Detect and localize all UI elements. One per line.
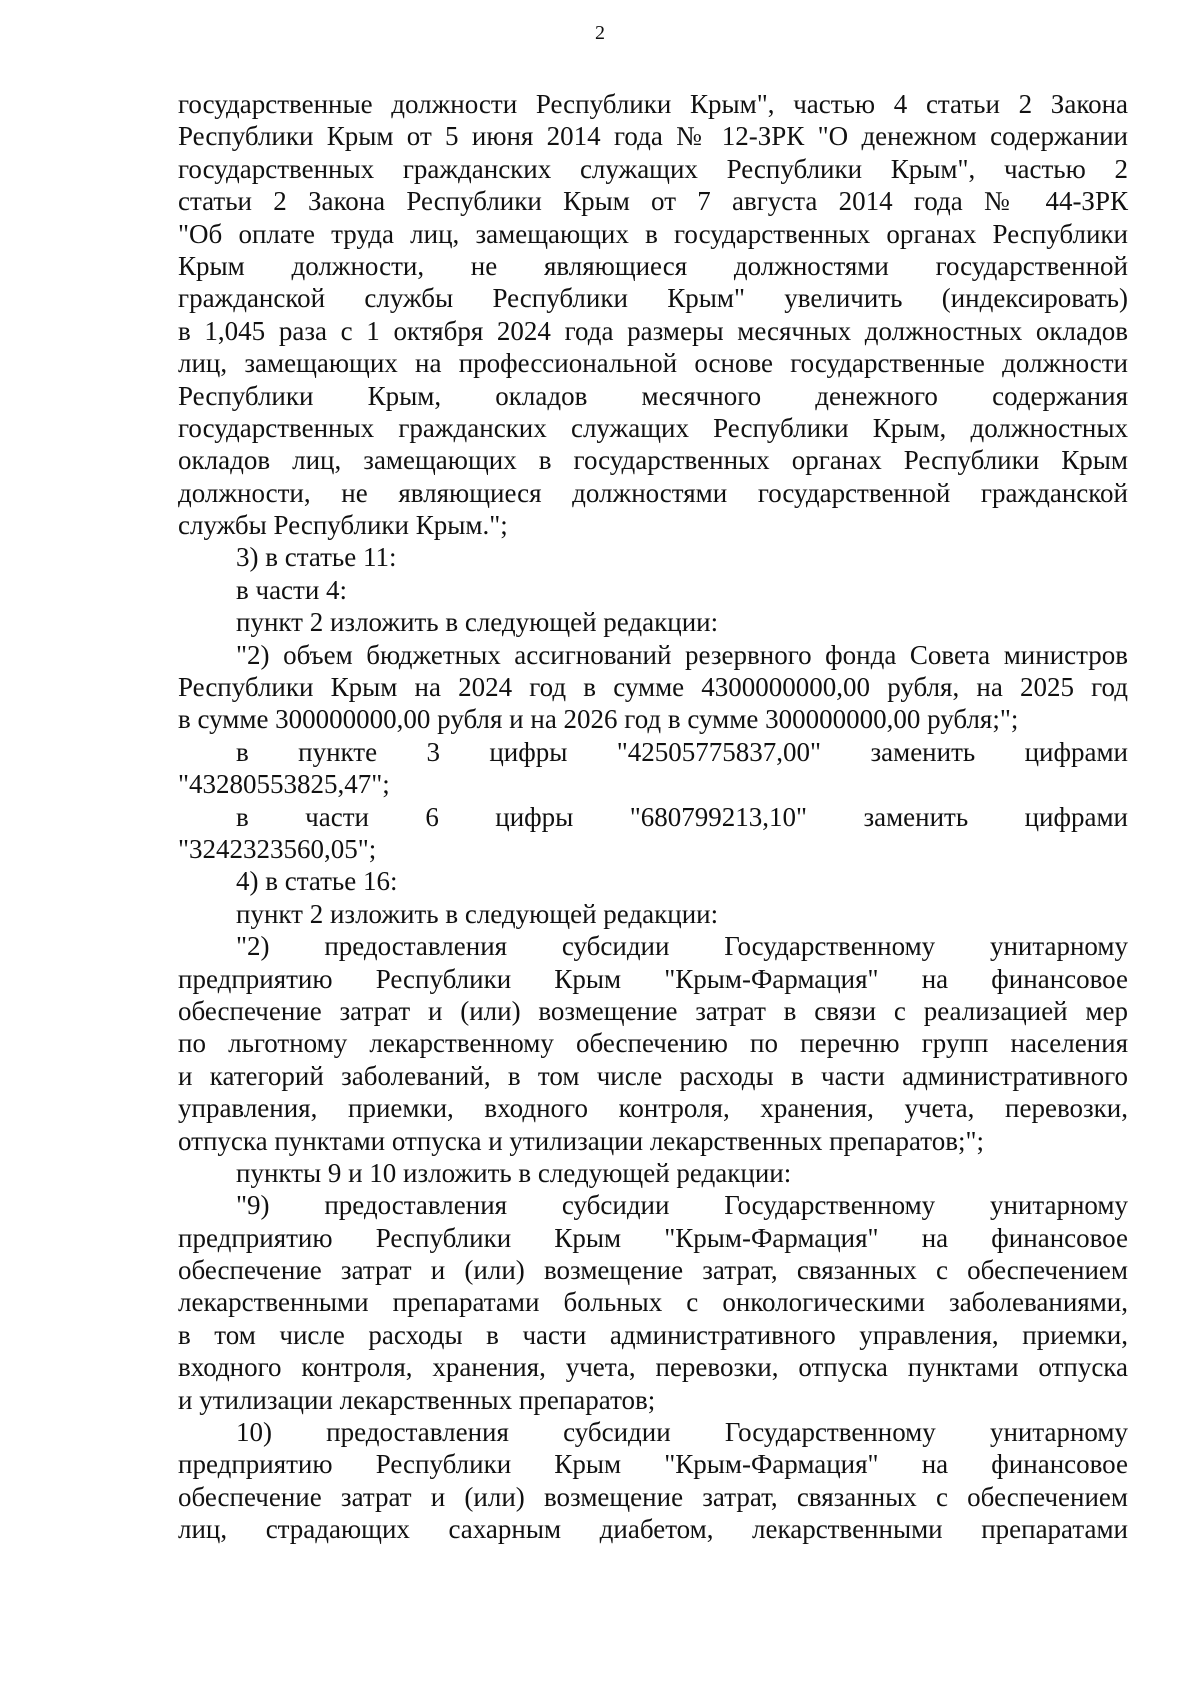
- text-line: в том числе расходы в части административного управления, приемки,: [178, 1319, 1128, 1350]
- text-line: в части 4:: [236, 574, 348, 605]
- text-line: и категорий заболеваний, в том числе расходы в части административного: [178, 1060, 1128, 1091]
- text-line: "9) предоставления субсидии Государственному унитарному: [236, 1190, 1128, 1221]
- text-line: государственных гражданских служащих Республики Крым, должностных: [178, 412, 1128, 443]
- text-line: Крым должности, не являющиеся должностями государственной: [178, 250, 1128, 281]
- paragraph-article-11: [178, 541, 1128, 865]
- text-line: по льготному лекарственному обеспечению по перечню групп населения: [178, 1028, 1128, 1059]
- text-line: "2) предоставления субсидии Государственному унитарному: [236, 931, 1128, 962]
- text-line: службы Республики Крым.";: [178, 510, 508, 541]
- text-line: входного контроля, хранения, учета, перевозки, отпуска пунктами отпуска: [178, 1352, 1128, 1383]
- text-line: должности, не являющиеся должностями государственной гражданской: [178, 477, 1128, 508]
- text-line: государственных гражданских служащих Республики Крым", частью 2: [178, 153, 1128, 184]
- paragraph-article-16: [178, 865, 1128, 1545]
- text-line: предприятию Республики Крым "Крым-Фармация" на финансовое: [178, 963, 1128, 994]
- text-line: обеспечение затрат и (или) возмещение затрат в связи с реализацией мер: [178, 995, 1128, 1026]
- text-line: Республики Крым, окладов месячного денежного содержания: [178, 380, 1128, 411]
- text-line: в сумме 300000000,00 рубля и на 2026 год в сумме 300000000,00 рубля;";: [178, 704, 1019, 735]
- text-line: гражданской службы Республики Крым" увеличить (индексировать): [178, 283, 1128, 314]
- text-line: пункты 9 и 10 изложить в следующей редакции:: [236, 1157, 792, 1188]
- text-line: пункт 2 изложить в следующей редакции:: [236, 607, 719, 638]
- text-line: 4) в статье 16:: [236, 866, 398, 897]
- text-line: в части 6 цифры "680799213,10" заменить цифрами: [236, 801, 1128, 832]
- text-line: "43280553825,47";: [178, 769, 390, 800]
- text-line: отпуска пунктами отпуска и утилизации лекарственных препаратов;";: [178, 1125, 984, 1156]
- text-line: управления, приемки, входного контроля, хранения, учета, перевозки,: [178, 1093, 1128, 1124]
- text-line: "Об оплате труда лиц, замещающих в государственных органах Республики: [178, 218, 1128, 249]
- text-line: обеспечение затрат и (или) возмещение затрат, связанных с обеспечением: [178, 1255, 1128, 1286]
- text-line: пункт 2 изложить в следующей редакции:: [236, 898, 719, 929]
- text-line: лекарственными препаратами больных с онкологическими заболеваниями,: [178, 1287, 1128, 1318]
- paragraph-continuation: [178, 88, 1128, 541]
- text-line: в пункте 3 цифры "42505775837,00" заменить цифрами: [236, 736, 1128, 767]
- document-body: [178, 88, 1128, 1546]
- text-line: в 1,045 раза с 1 октября 2024 года размеры месячных должностных окладов: [178, 315, 1128, 346]
- text-line: Республики Крым на 2024 год в сумме 4300000000,00 рубля, на 2025 год: [178, 672, 1128, 703]
- text-line: лиц, замещающих на профессиональной основе государственные должности: [178, 348, 1128, 379]
- text-line: статьи 2 Закона Республики Крым от 7 августа 2014 года № 44-ЗРК: [178, 186, 1128, 217]
- text-line: лиц, страдающих сахарным диабетом, лекарственными препаратами: [178, 1514, 1128, 1545]
- text-line: обеспечение затрат и (или) возмещение затрат, связанных с обеспечением: [178, 1481, 1128, 1512]
- text-line: окладов лиц, замещающих в государственных органах Республики Крым: [178, 445, 1128, 476]
- text-line: 3) в статье 11:: [236, 542, 397, 573]
- text-line: "2) объем бюджетных ассигнований резервного фонда Совета министров: [236, 639, 1128, 670]
- text-line: Республики Крым от 5 июня 2014 года № 12-ЗРК "О денежном содержании: [178, 121, 1128, 152]
- text-line: и утилизации лекарственных препаратов;: [178, 1384, 656, 1415]
- text-line: "3242323560,05";: [178, 833, 377, 864]
- text-line: 10) предоставления субсидии Государственному унитарному: [236, 1417, 1128, 1448]
- text-line: государственные должности Республики Крым", частью 4 статьи 2 Закона: [178, 89, 1128, 119]
- text-line: предприятию Республики Крым "Крым-Фармация" на финансовое: [178, 1222, 1128, 1253]
- page-number: 2: [595, 22, 605, 44]
- text-line: предприятию Республики Крым "Крым-Фармация" на финансовое: [178, 1449, 1128, 1480]
